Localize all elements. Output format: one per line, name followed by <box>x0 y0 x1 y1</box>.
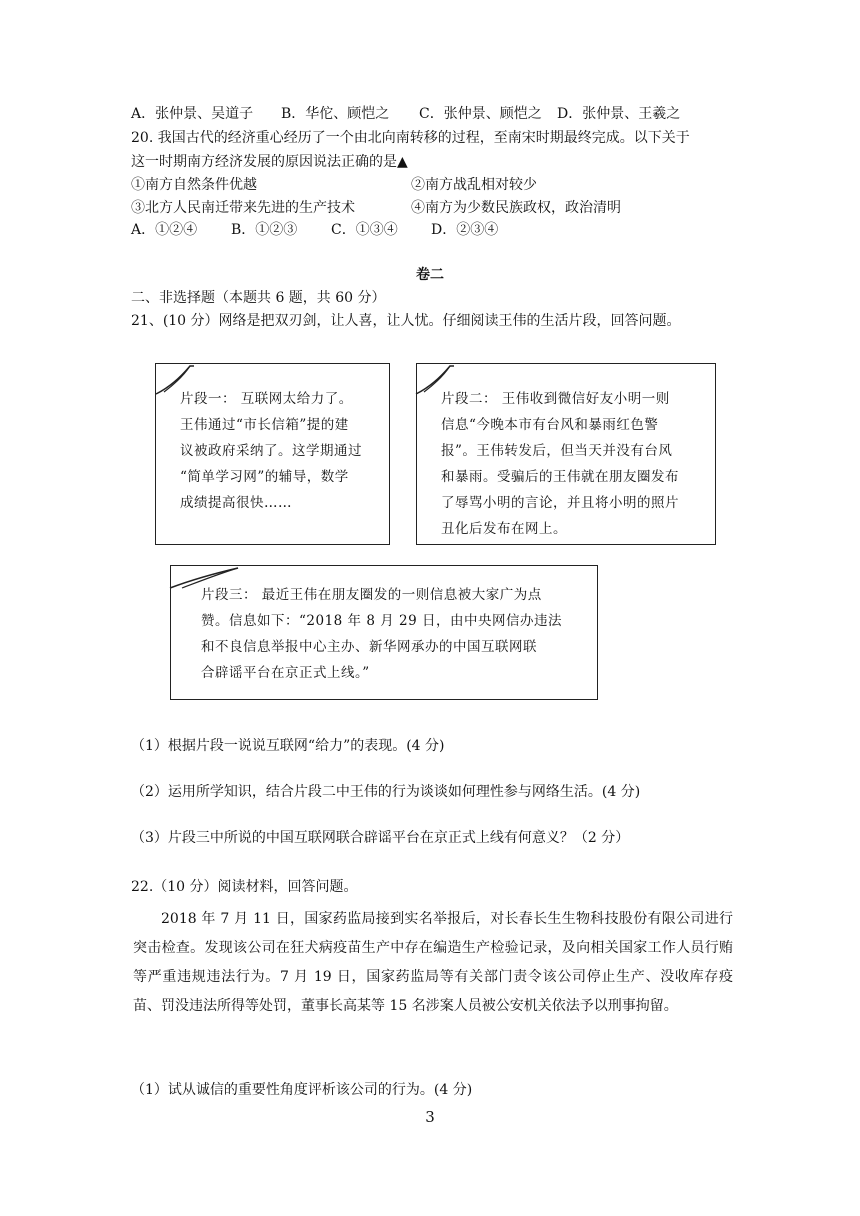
fragment-two-line: 报”。王伟转发后，但当天并没有台风 <box>441 443 673 459</box>
fragment-two-line: 片段二： 王伟收到微信好友小明一则 <box>441 391 670 407</box>
q20-item-1: ①南方自然条件优越 <box>131 177 257 193</box>
q22-material: 2018 年 7 月 11 日，国家药监局接到实名举报后，对长春长生生物科技股份有限公司进行突击检查。发现该公司在狂犬病疫苗生产中存在编造生产检验记录，及向相关国家工作人员行贿等严重违规违法行为。7 月 19 日，国家药监局等有关部门责令该公司停止生产、没收库存疫苗、罚没违法所得等处罚，董事长高某等 15 名涉案人员被公安机关依法予以刑事拘留。 <box>133 911 733 1014</box>
section-heading: 二、非选择题（本题共 6 题，共 60 分） <box>131 290 386 306</box>
page-curl-icon <box>164 566 244 596</box>
section-title: 卷二 <box>416 267 444 283</box>
page-number: 3 <box>425 1108 435 1126</box>
q22-stem: 22.（10 分）阅读材料，回答问题。 <box>131 879 358 895</box>
q22-sub1: （1）试从诚信的重要性角度评析该公司的行为。(4 分) <box>131 1082 473 1098</box>
fragment-three-line: 片段三： 最近王伟在朋友圈发的一则信息被大家广为点 <box>201 587 542 603</box>
page-curl-icon <box>150 364 200 404</box>
fragment-one-line: 议被政府采纳了。这学期通过 <box>180 443 362 459</box>
q20-items-row2 <box>131 198 621 218</box>
fragment-two-line: 信息“今晚本市有台风和暴雨红色警 <box>441 417 659 433</box>
fragment-two-line: 了辱骂小明的言论，并且将小明的照片 <box>441 495 679 511</box>
fragment-two-box <box>416 363 716 545</box>
q20-item-3: ③北方人民南迁带来先进的生产技术 <box>131 200 355 216</box>
q21-sub1: （1）根据片段一说说互联网“给力”的表现。(4 分) <box>131 738 445 754</box>
page-curl-icon <box>410 364 460 404</box>
q20-option-c: C．①③④ <box>331 222 398 238</box>
fragment-three-line: 赞。信息如下：“2018 年 8 月 29 日，由中央网信办违法 <box>201 613 562 629</box>
q21-stem: 21、(10 分）网络是把双刃剑，让人喜，让人忧。仔细阅读王伟的生活片段，回答问题。 <box>131 313 681 329</box>
q20-stem-line1: 20. 我国古代的经济重心经历了一个由北向南转移的过程，至南宋时期最终完成。以下关于 <box>131 130 690 146</box>
fragment-one-line: “简单学习网”的辅导，数学 <box>180 469 349 485</box>
fragment-one-line: 成绩提高很快…… <box>180 495 292 511</box>
q20-option-d: D．②③④ <box>431 222 499 238</box>
q20-options <box>131 220 498 240</box>
q20-option-a: A．①②④ <box>131 222 198 238</box>
q20-stem-line2: 这一时期南方经济发展的原因说法正确的是▲ <box>131 154 408 170</box>
q20-option-b: B．①②③ <box>231 222 298 238</box>
q19-options <box>131 104 680 124</box>
q21-sub2: （2）运用所学知识，结合片段二中王伟的行为谈谈如何理性参与网络生活。(4 分) <box>131 784 641 800</box>
fragment-one-line: 王伟通过“市长信箱”提的建 <box>180 417 349 433</box>
q19-option-c: C．张仲景、顾恺之 <box>419 106 542 122</box>
fragment-two-line: 和暴雨。受骗后的王伟就在朋友圈发布 <box>441 469 679 485</box>
fragment-three-line: 和不良信息举报中心主办、新华网承办的中国互联网联 <box>201 639 537 655</box>
q19-option-d: D．张仲景、王羲之 <box>557 106 681 122</box>
fragment-one-line: 片段一： 互联网太给力了。 <box>180 391 353 407</box>
q19-option-b: B．华佗、顾恺之 <box>281 106 390 122</box>
q20-item-2: ②南方战乱相对较少 <box>411 177 537 193</box>
q20-item-4: ④南方为少数民族政权，政治清明 <box>411 200 621 216</box>
fragment-three-line: 合辟谣平台在京正式上线。” <box>201 665 370 681</box>
q19-option-a: A．张仲景、吴道子 <box>131 106 254 122</box>
fragment-two-line: 丑化后发布在网上。 <box>441 521 567 537</box>
q20-items-row1 <box>131 175 537 195</box>
q21-sub3: （3）片段三中所说的中国互联网联合辟谣平台在京正式上线有何意义？（2 分） <box>131 830 630 846</box>
